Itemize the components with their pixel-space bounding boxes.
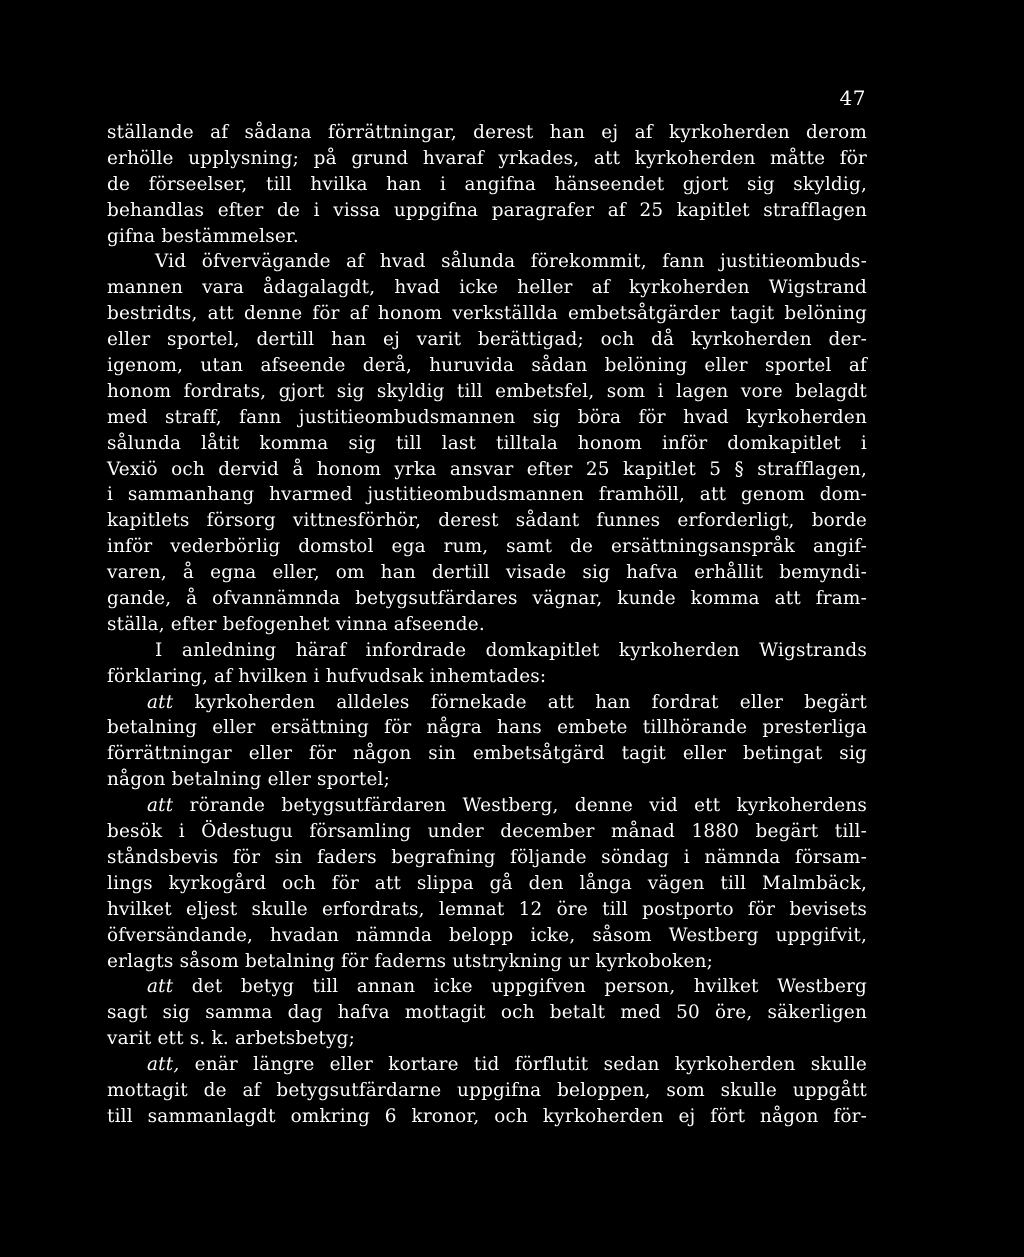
line-text: gande, å ofvannämnda betygsutfärdares vägnar, kunde komma att fram- — [107, 588, 867, 610]
line-text: förrättningar eller för någon sin embetsåtgärd tagit eller betingat sig — [107, 743, 867, 765]
text-line — [107, 612, 867, 638]
line-text: honom fordrats, gjort sig skyldig till embetsfel, som i lagen vore belagdt — [107, 380, 867, 402]
line-text: betalning eller ersättning för några hans embete tillhörande presterliga — [107, 717, 867, 739]
text-line — [107, 741, 867, 767]
text-line — [107, 379, 867, 405]
text-line — [107, 690, 867, 716]
line-text: mottagit de af betygsutfärdarne uppgifna beloppen, som skulle uppgått — [107, 1079, 867, 1101]
text-line — [107, 767, 867, 793]
line-text: erhölle upplysning; på grund hvaraf yrkades, att kyrkoherden måtte för — [107, 147, 867, 169]
line-text: eller sportel, dertill han ej varit berättigad; och då kyrkoherden der- — [107, 329, 867, 351]
text-line — [107, 534, 867, 560]
line-text: med straff, fann justitieombudsmannen sig böra för hvad kyrkoherden — [107, 406, 867, 428]
text-line — [107, 457, 867, 483]
text-line — [107, 974, 867, 1000]
text-line — [107, 431, 867, 457]
line-text: varit ett s. k. arbetsbetyg; — [107, 1028, 355, 1050]
line-text: ställa, efter befogenhet vinna afseende. — [107, 613, 485, 635]
line-text: rörande betygsutfärdaren Westberg, denne vid ett kyrkoherdens — [173, 795, 867, 817]
text-line — [107, 897, 867, 923]
text-line — [107, 327, 867, 353]
text-line — [107, 715, 867, 741]
text-line — [107, 275, 867, 301]
italic-att: att, — [147, 1054, 180, 1076]
line-text: i sammanhang hvarmed justitieombudsmannen framhöll, att genom dom- — [107, 484, 867, 506]
line-text: lings kyrkogård och för att slippa gå den långa vägen till Malmbäck, — [107, 872, 867, 894]
italic-att: att — [147, 691, 174, 713]
line-text: kyrkoherden alldeles förnekade att han fordrat eller begärt — [173, 691, 867, 713]
text-line — [107, 586, 867, 612]
line-text: behandlas efter de i vissa uppgifna paragrafer af 25 kapitlet strafflagen — [107, 199, 867, 221]
line-text: bestridts, att denne för af honom verkställda embetsåtgärder tagit belöning — [107, 303, 867, 325]
line-text: besök i Ödestugu församling under december månad 1880 begärt till- — [107, 821, 867, 843]
line-text: kapitlets försorg vittnesförhör, derest sådant funnes erforderligt, borde — [107, 510, 867, 532]
text-line — [107, 353, 867, 379]
text-line — [107, 871, 867, 897]
line-text: igenom, utan afseende derå, huruvida sådan belöning eller sportel af — [107, 355, 867, 377]
text-line — [107, 198, 867, 224]
text-line — [107, 638, 867, 664]
line-text: gifna bestämmelser. — [107, 225, 299, 247]
line-text: förklaring, af hvilken i hufvudsak inhemtades: — [107, 665, 547, 687]
body-text — [107, 120, 867, 1130]
text-line — [107, 1078, 867, 1104]
text-line — [107, 172, 867, 198]
text-line — [107, 1052, 867, 1078]
line-text: varen, å egna eller, om han dertill visade sig hafva erhållit bemyndi- — [107, 562, 867, 584]
line-text: sagt sig samma dag hafva mottagit och betalt med 50 öre, säkerligen — [107, 1002, 867, 1024]
line-text: de förseelser, till hvilka han i angifna hänseendet gjort sig skyldig, — [107, 173, 867, 195]
line-text: ställande af sådana förrättningar, derest han ej af kyrkoherden derom — [107, 122, 867, 143]
text-line — [107, 224, 867, 250]
line-text: erlagts såsom betalning för faderns utstrykning ur kyrkoboken; — [107, 950, 714, 972]
line-text: enär längre eller kortare tid förflutit sedan kyrkoherden skulle — [179, 1054, 867, 1076]
page-number: 47 — [839, 86, 866, 110]
text-line — [107, 508, 867, 534]
text-line — [107, 146, 867, 172]
line-text: hvilket eljest skulle erfordrats, lemnat 12 öre till postporto för bevisets — [107, 898, 867, 920]
text-line — [107, 664, 867, 690]
text-line — [107, 1000, 867, 1026]
line-text: mannen vara ådagalagdt, hvad icke heller af kyrkoherden Wigstrand — [107, 277, 867, 299]
line-text: inför vederbörlig domstol ega rum, samt de ersättningsanspråk angif- — [107, 536, 867, 558]
line-text: någon betalning eller sportel; — [107, 769, 391, 791]
line-text: det betyg till annan icke uppgifven person, hvilket Westberg — [173, 976, 867, 998]
italic-att: att — [147, 795, 174, 817]
text-line — [107, 845, 867, 871]
line-text: I anledning häraf infordrade domkapitlet kyrkoherden Wigstrands — [155, 639, 867, 661]
text-line — [107, 923, 867, 949]
text-line — [107, 1104, 867, 1130]
text-line — [107, 249, 867, 275]
text-line — [107, 793, 867, 819]
line-text: sålunda låtit komma sig till last tilltala honom inför domkapitlet i — [107, 432, 867, 454]
text-line — [107, 120, 867, 146]
line-text: öfversändande, hvadan nämnda belopp icke, såsom Westberg uppgifvit, — [107, 924, 867, 946]
text-line — [107, 301, 867, 327]
line-text: ståndsbevis för sin faders begrafning följande söndag i nämnda försam- — [107, 846, 867, 868]
text-line — [107, 949, 867, 975]
line-text: till sammanlagdt omkring 6 kronor, och kyrkoherden ej fört någon för- — [107, 1105, 867, 1127]
text-line — [107, 482, 867, 508]
text-line — [107, 1026, 867, 1052]
text-line — [107, 560, 867, 586]
text-line — [107, 405, 867, 431]
line-text: Vexiö och dervid å honom yrka ansvar efter 25 kapitlet 5 § strafflagen, — [107, 458, 867, 480]
italic-att: att — [147, 976, 174, 998]
line-text: Vid öfvervägande af hvad sålunda förekommit, fann justitieombuds- — [155, 251, 867, 273]
text-line — [107, 819, 867, 845]
